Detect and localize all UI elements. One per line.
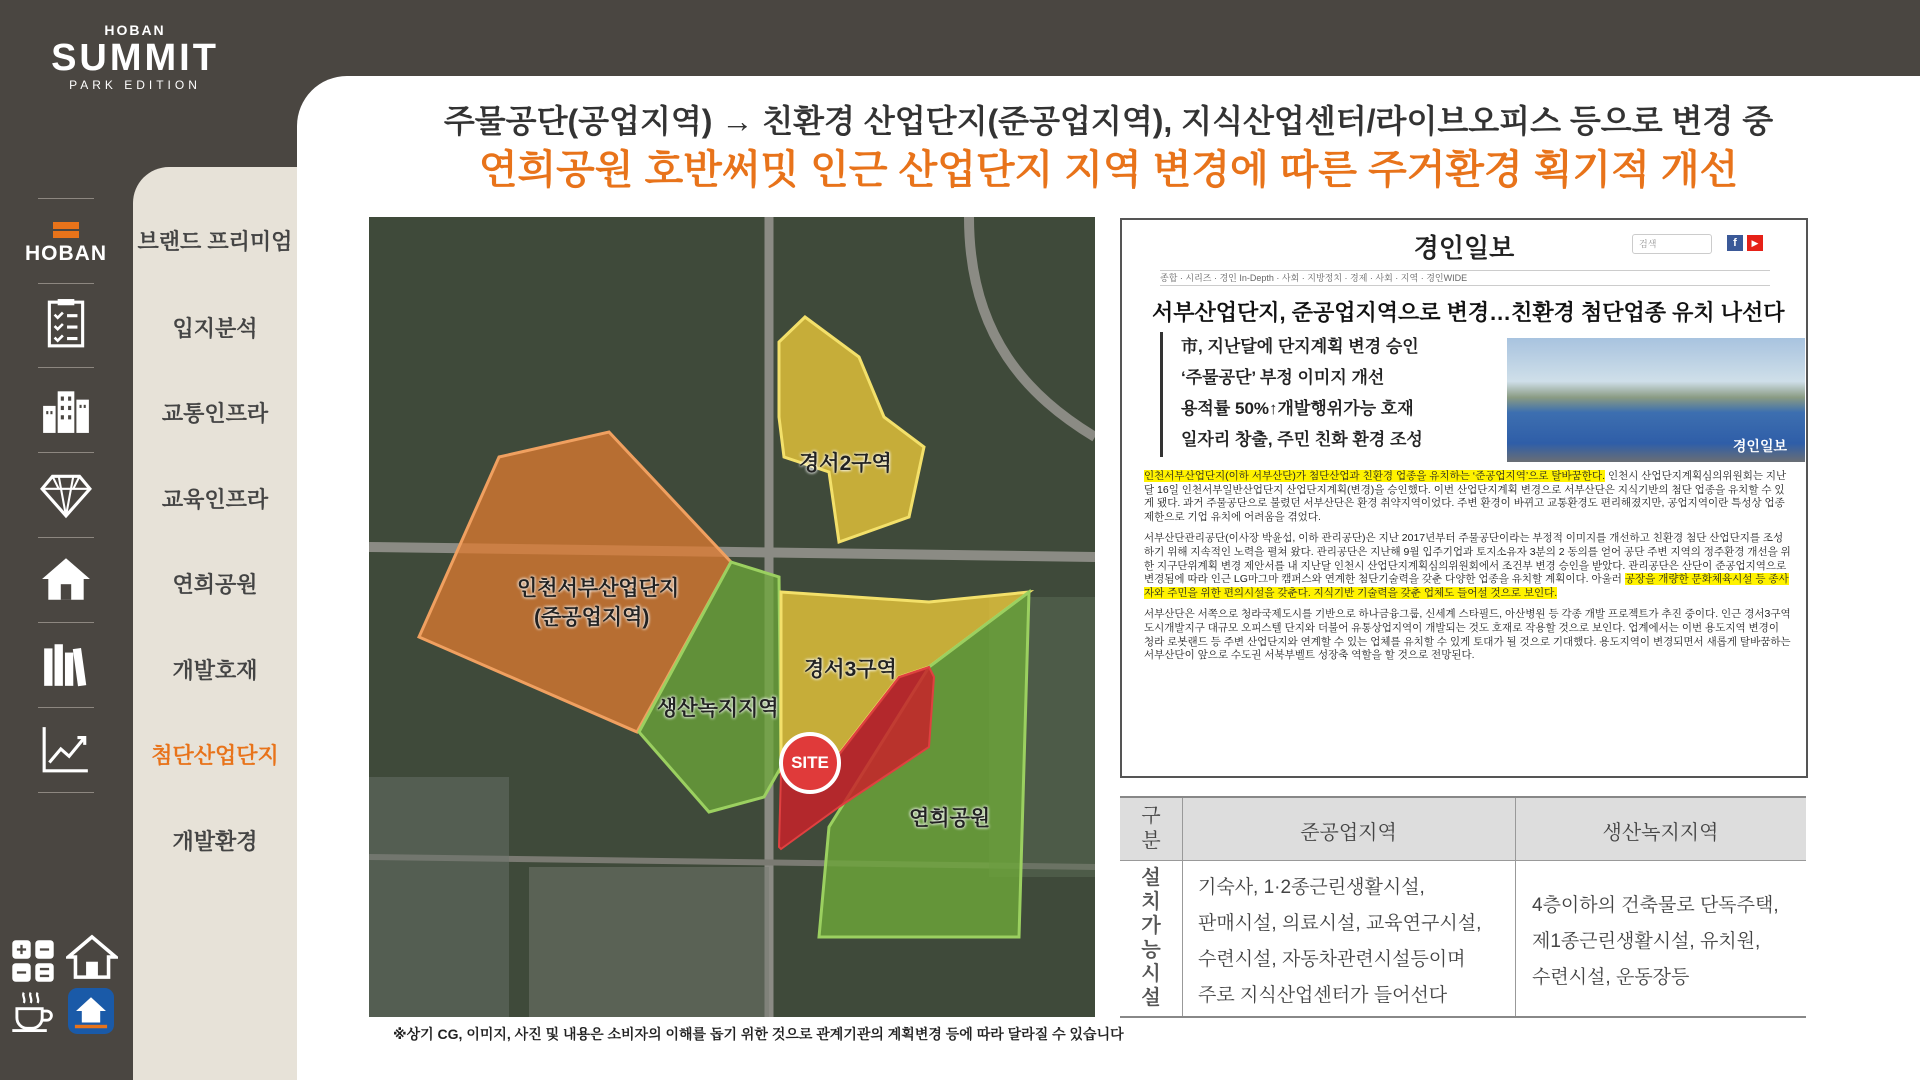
menu-item-park[interactable]: 연희공원 (172, 572, 258, 597)
paragraph-1: 인천시 산업단지계획심의위원회는 지난달 16일 인천서부일반산업단지 산업단지계획(변경)을 승인했다. 이번 산업단지계획 변경으로 서부산단은 지식기반의 첨단 업종을 유치할 수 있게 됐다. 과거 주물공단으로 불렸던 서부산단은 환경 취약지역이었다. 주변 환경이 바뀌고 교통환경도 편리해졌지만, 공업지역이란 특성상 업종 제한으로 기업 유치에 어려움을 겪었다. (1144, 470, 1787, 523)
news-headline: 서부산업단지, 준공업지역으로 변경…친환경 첨단업종 유치 나선다 (1152, 300, 1785, 325)
label-industrial-sub: (준공업지역) (534, 606, 650, 629)
menu-item-development[interactable]: 개발호재 (172, 658, 258, 683)
label-green-zone: 생산녹지지역 (657, 697, 779, 720)
list-item: 주로 지식산업센터가 들어선다 (1198, 985, 1448, 1006)
page-title: 연희공원 호반써밋 인근 산업단지 지역 변경에 따른 주거환경 획기적 개선 (478, 148, 1739, 192)
divider (38, 283, 94, 284)
calculator-icon[interactable] (10, 938, 56, 984)
subhead-3: 용적률 50%↑개발행위가능 호재 (1181, 399, 1414, 418)
newspaper-name: 경인일보 (1413, 233, 1515, 263)
highlight-lead: 인천서부산업단지(이하 서부산단)가 첨단산업과 친환경 업종을 유치하는 ‘준공업지역’으로 탈바꿈한다. (1144, 470, 1606, 482)
zoning-table (1120, 796, 1806, 1018)
label-park: 연희공원 (909, 807, 991, 830)
label-gyeongseo3: 경서3구역 (804, 658, 897, 681)
green-zone-facilities (1532, 888, 1802, 996)
site-marker[interactable]: SITE (779, 732, 841, 794)
divider (38, 707, 94, 708)
menu-item-transport[interactable]: 교통인프라 (161, 401, 269, 426)
brand-logo[interactable] (40, 22, 230, 92)
divider (38, 452, 94, 453)
map-graphic (369, 217, 1095, 1017)
list-item: 제1종근린생활시설, 유치원, (1532, 931, 1761, 952)
diamond-icon[interactable] (38, 465, 94, 523)
subhead-2: ‘주물공단’ 부정 이미지 개선 (1181, 368, 1385, 387)
header-semi-industrial: 준공업지역 (1300, 822, 1397, 844)
highlight-facilities: 공장을 개량한 문화체육시설 등 종사자와 주민을 위한 편의시설을 갖춘다. 지식기반 기술력을 갖춘 업체도 들어설 것으로 보인다. (1144, 573, 1789, 599)
photo-watermark: 경인일보 (1732, 438, 1787, 454)
home-icon[interactable] (38, 550, 94, 608)
subhead-1: 市, 지난달에 단지계획 변경 승인 (1181, 337, 1419, 356)
news-search-input[interactable]: 검색 (1632, 234, 1712, 254)
brand-top: HOBAN (104, 22, 166, 38)
divider (1120, 860, 1806, 861)
header-category: 구분 (1141, 805, 1161, 852)
divider (38, 198, 94, 199)
news-body (1144, 470, 1792, 671)
menu-item-education[interactable]: 교육인프라 (161, 487, 269, 512)
divider (38, 622, 94, 623)
page-subtitle: 주물공단(공업지역) → 친환경 산업단지(준공업지역), 지식산업센터/라이브오피스 등으로 변경 중 (443, 103, 1774, 139)
list-item: 수련시설, 자동차관련시설등이며 (1198, 949, 1466, 970)
news-article (1120, 218, 1808, 778)
header-green: 생산녹지지역 (1602, 822, 1719, 844)
list-item: 4층이하의 건축물로 단독주택, (1532, 895, 1779, 916)
list-item: 수련시설, 운동장등 (1532, 967, 1690, 988)
paragraph-2: 서부산단관리공단(이사장 박윤섭, 이하 관리공단)은 지난 2017년부터 주물공단이라는 부정적 이미지를 개선하고 친환경 첨단 산업단지를 조성하기 위해 지속적인 노력을 펼쳐 왔다. 관리공단은 지난해 9월 입주기업과 토지소유자 3분의 2 동의를 얻어 공단 주변 지역의 정주환경 개선을 위한 지구단위계획 변경 제안서를 내 지난달 인천시 산업단지계획심의위원회에서 조건부 변경 승인을 받았다. 관리공단은 산단이 준공업지역으로 변경됨에 따라 인근 LG마그마 캠퍼스와 연계한 첨단기술력을 갖춘 다양한 업종을 유치할 계획이다. 아울러 (1144, 532, 1791, 586)
news-photo (1507, 338, 1805, 462)
hoban-label: HOBAN (25, 242, 107, 265)
news-subheads (1160, 332, 1503, 457)
row-label-facilities: 설치가능시설 (1141, 867, 1161, 1009)
youtube-icon[interactable]: ▶ (1747, 235, 1763, 251)
label-gyeongseo2: 경서2구역 (799, 452, 892, 475)
disclaimer-note: ※상기 CG, 이미지, 사진 및 내용은 소비자의 이해를 돕기 위한 것으로 관계기관의 계획변경 등에 따라 달라질 수 있습니다 (393, 1026, 1124, 1042)
label-industrial: 인천서부산업단지 (517, 577, 680, 600)
menu-item-environment[interactable]: 개발환경 (172, 829, 258, 854)
chart-up-icon[interactable] (38, 720, 94, 778)
divider (38, 792, 94, 793)
building-icon[interactable] (38, 380, 94, 438)
list-item: 판매시설, 의료시설, 교육연구시설, (1198, 913, 1482, 934)
menu-item-location[interactable]: 입지분석 (172, 316, 258, 341)
divider (38, 537, 94, 538)
menu-item-industrial[interactable]: 첨단산업단지 (151, 743, 279, 768)
side-menu (133, 167, 297, 1080)
zoning-map (369, 217, 1095, 1017)
facebook-icon[interactable]: f (1727, 235, 1743, 251)
news-nav[interactable]: 종합 · 시리즈 · 경인 In-Depth · 사회 · 지방정치 · 경제 · 사회 · 지역 · 경인WIDE (1160, 270, 1770, 286)
brand-edition: PARK EDITION (69, 78, 201, 92)
semi-industrial-facilities (1198, 870, 1508, 1014)
coffee-icon[interactable] (10, 988, 56, 1034)
brand-name: SUMMIT (51, 37, 219, 79)
divider (38, 367, 94, 368)
subhead-4: 일자리 창출, 주민 친화 환경 조성 (1181, 430, 1423, 449)
hoban-icon[interactable] (25, 215, 107, 273)
books-icon[interactable] (38, 635, 94, 693)
main-content (297, 76, 1920, 1080)
home-app-icon[interactable] (68, 988, 114, 1034)
paragraph-3: 서부산단은 서쪽으로 청라국제도시를 기반으로 하나금융그룹, 신세계 스타필드, 아산병원 등 각종 개발 프로젝트가 추진 중이다. 인근 경서3구역 도시개발지구 대규모 오피스텔 단지와 더불어 유통상업지역이 개발되는 것도 호재로 작용할 것으로 보인다. 업계에서는 이번 용도지역 변경이 청라 로봇랜드 등 주변 산업단지와 연계할 수 있는 업체를 유치할 수 있게 토대가 될 것으로 기대했다. 용도지역이 변경되면서 새롭게 탈바꿈하는 서부산단이 앞으로 수도권 서북부벨트 성장축 역할을 할 것으로 전망된다. (1144, 608, 1791, 662)
house-icon[interactable] (66, 934, 118, 980)
menu-item-brand-premium[interactable]: 브랜드 프리미엄 (137, 229, 293, 254)
list-item: 기숙사, 1·2종근린생활시설, (1198, 877, 1425, 898)
checklist-icon[interactable] (38, 295, 94, 353)
